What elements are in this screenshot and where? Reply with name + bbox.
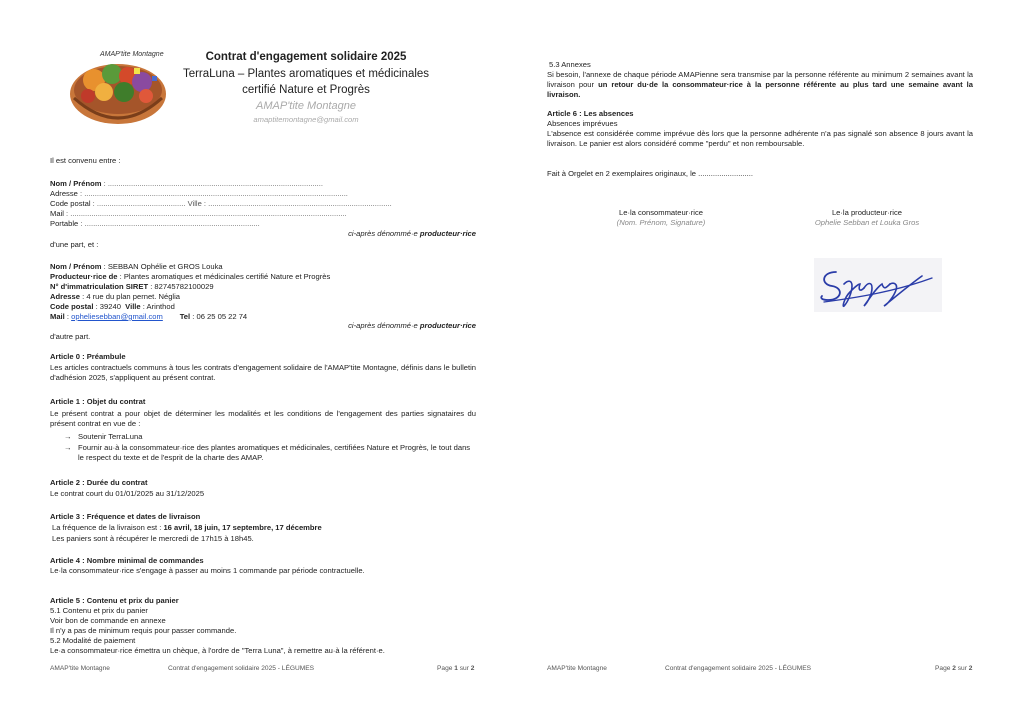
article-2-title: Article 2 : Durée du contrat — [50, 478, 148, 487]
article-3-pickup: Les paniers sont à récupérer le mercredi de 17h15 à 18h45. — [52, 534, 254, 543]
field-dots: : ...................................................................................................... — [101, 179, 324, 188]
article-1-title: Article 1 : Objet du contrat — [50, 397, 146, 406]
consumer-signature-hint: (Nom. Prénom, Signature) — [616, 218, 706, 227]
field-dots: : ................................................................................... — [78, 219, 260, 228]
footer-page-number: Page 2 sur 2 — [935, 665, 973, 672]
producer-role: Producteur·rice de : Plantes aromatiques et médicinales certifié Nature et Progrès — [50, 272, 331, 281]
designation-prefix: ci-après dénommé·e — [348, 321, 420, 330]
footer-page-number: Page 1 sur 2 — [437, 665, 475, 672]
delivery-dates: 16 avril, 18 juin, 17 septembre, 17 décembre — [163, 523, 322, 532]
article-5-1-text2: Il n'y a pas de minimum requis pour passer commande. — [50, 626, 237, 635]
consumer-phone-field — [50, 219, 480, 229]
consumer-signature-block — [586, 208, 736, 228]
arrow-right-icon: → — [64, 432, 72, 441]
article-1-text: Le présent contrat a pour objet de déterminer les modalités et les conditions de l'engagement des parties signataires du présent contrat en vue de : — [50, 409, 476, 428]
producer-signature-names: Ophelie Sebban et Louka Gros — [814, 218, 920, 227]
field-label: Code postal — [50, 199, 91, 208]
producer-signature-image — [814, 258, 942, 312]
article-6-text: L'absence est considérée comme imprévue dès lors que la personne adhérente n'a pas signalé son absence 8 jours avant la livraison. Le panier est alors considéré comme "perdu" et non remboursable. — [547, 129, 973, 148]
document-subtitle-line1: TerraLuna – Plantes aromatiques et médicinales — [182, 68, 430, 80]
article-5-3-text: Si besoin, l'annexe de chaque période AMAPienne sera transmise par la personne référente au minimum 2 semaines avant la livraison pour un retour du·de la consommateur·rice à la personne référente au plus tard une semaine avant la livraison. — [547, 70, 973, 99]
field-label: Nom / Prénom — [50, 179, 102, 188]
association-email: amaptitemontagne@gmail.com — [253, 115, 359, 124]
producer-signature-title: Le·la producteur·rice — [831, 208, 903, 217]
page-2 — [512, 0, 1024, 724]
document-title: Contrat d'engagement solidaire 2025 — [205, 51, 407, 63]
consumer-name-field — [50, 179, 480, 189]
field-dots: : .......................................... Ville : ....................................................................................... — [90, 199, 392, 208]
footer-center: Contrat d'engagement solidaire 2025 - LÉGUMES — [168, 665, 315, 672]
producer-postal: Code postal : 39240 Ville : Arinthod — [50, 302, 175, 311]
producer-designation — [50, 321, 476, 331]
article-2-text: Le contrat court du 01/01/2025 au 31/12/2025 — [50, 489, 205, 498]
handwritten-signature-icon — [814, 258, 942, 312]
article-6-subtitle: Absences imprévues — [547, 119, 618, 128]
list-item: → Fournir au·à la consommateur·rice des plantes aromatiques et médicinales, certifiées Nature et Progrès, le tout dans le respect du texte et de l'esprit de la charte des AMAP. — [64, 443, 471, 462]
footer-left: AMAP'tite Montagne — [547, 665, 607, 672]
designation-prefix: ci-après dénommé·e — [348, 229, 420, 238]
producer-siret: N° d'immatriculation SIRET : 82745782100029 — [50, 282, 214, 291]
first-part-text: d'une part, et : — [50, 240, 99, 249]
consumer-mail-field — [50, 209, 480, 219]
article-5-title: Article 5 : Contenu et prix du panier — [50, 596, 179, 605]
article-3-frequency: La fréquence de la livraison est : 16 avril, 18 juin, 17 septembre, 17 décembre — [52, 523, 322, 532]
consumer-postal-field — [50, 199, 480, 209]
producer-signature-block — [792, 208, 942, 228]
article-5-1-title: 5.1 Contenu et prix du panier — [50, 606, 148, 615]
consumer-signature-title: Le·la consommateur·rice — [619, 208, 703, 217]
article-5-2-text: Le·a consommateur·rice émettra un chèque, à l'ordre de "Terra Luna", à remettre au·à la référent·e. — [50, 646, 385, 655]
consumer-fields — [50, 179, 480, 229]
article-5-1-text: Voir bon de commande en annexe — [50, 616, 166, 625]
article-0-title: Article 0 : Préambule — [50, 352, 126, 361]
field-label: Mail — [50, 209, 64, 218]
article-4-title: Article 4 : Nombre minimal de commandes — [50, 556, 204, 565]
document-subtitle-line2: certifié Nature et Progrès — [242, 84, 370, 96]
producer-contact: Mail : opheliesebban@gmail.com Tel : 06 25 05 22 74 — [50, 312, 248, 321]
logo-text: AMAP'tite Montagne — [100, 51, 164, 58]
logo — [64, 46, 172, 128]
done-at-text: Fait à Orgelet en 2 exemplaires originaux, le .......................... — [547, 169, 753, 178]
producer-name: Nom / Prénom : SEBBAN Ophélie et GROS Louka — [50, 262, 223, 271]
arrow-right-icon: → — [64, 443, 72, 452]
designation-role: producteur·rice — [419, 229, 476, 238]
article-5-2-title: 5.2 Modalité de paiement — [50, 636, 136, 645]
field-label: Adresse — [50, 189, 78, 198]
producer-address: Adresse : 4 rue du plan pernet. Néglia — [50, 292, 181, 301]
field-dots: : ............................................................................................................................. — [77, 189, 348, 198]
article-4-text: Le·la consommateur·rice s'engage à passer au moins 1 commande par période contractuelle. — [50, 566, 365, 575]
parties-intro: Il est convenu entre : — [50, 156, 121, 165]
article-0-text: Les articles contractuels communs à tous les contrats d'engagement solidaire de l'AMAP'tite Montagne, définis dans le bulletin d'adhésion 2025, s'appliquent au présent contrat. — [50, 363, 476, 382]
list-item: → Soutenir TerraLuna — [64, 432, 143, 441]
association-name: AMAP'tite Montagne — [256, 100, 356, 112]
producer-block — [50, 262, 480, 322]
article-3-title: Article 3 : Fréquence et dates de livraison — [50, 512, 201, 521]
footer-left: AMAP'tite Montagne — [50, 665, 110, 672]
consumer-designation — [50, 229, 476, 239]
producer-email-link[interactable]: opheliesebban@gmail.com — [71, 312, 163, 321]
designation-role: producteur·rice — [419, 321, 476, 330]
field-dots: : ................................................................................................................................... — [63, 209, 347, 218]
field-label: Portable — [50, 219, 79, 228]
footer-center: Contrat d'engagement solidaire 2025 - LÉGUMES — [665, 665, 812, 672]
article-6-title: Article 6 : Les absences — [547, 109, 634, 118]
article-1-list — [50, 432, 476, 463]
other-part-text: d'autre part. — [50, 332, 91, 341]
article-5-3-title: 5.3 Annexes — [549, 60, 591, 69]
consumer-address-field — [50, 189, 480, 199]
